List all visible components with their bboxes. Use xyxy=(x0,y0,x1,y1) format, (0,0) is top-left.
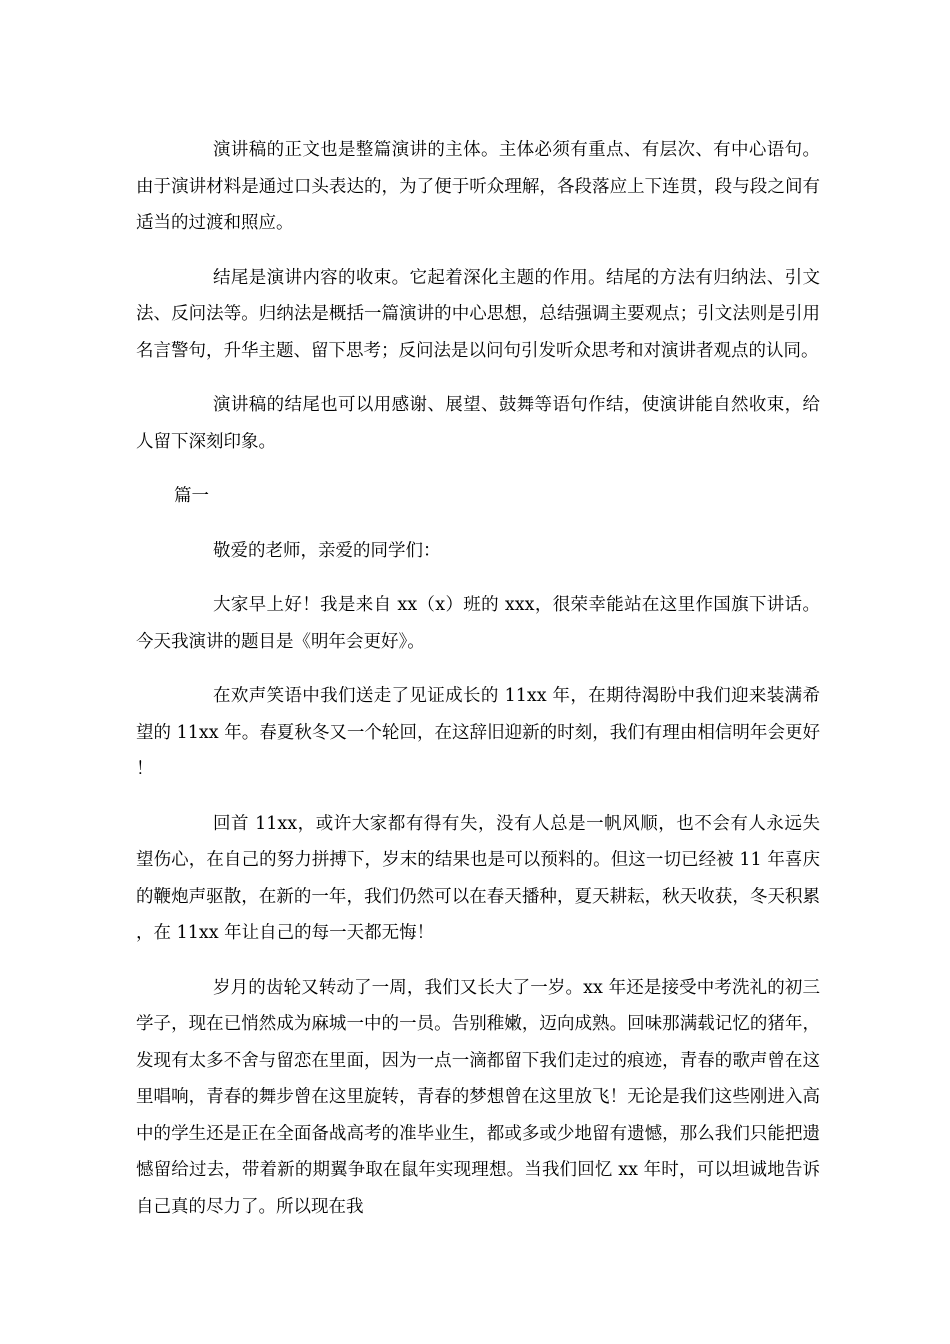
salutation: 敬爱的老师，亲爱的同学们： xyxy=(213,540,441,561)
paragraph-new-year: 在欢声笑语中我们送走了见证成长的 11xx 年，在期待渴盼中我们迎来装满希望的 11xx 年。春夏秋冬又一个轮回，在这辞旧迎新的时刻，我们有理由相信明年会更好！ xyxy=(136,686,820,779)
paragraph-ending-style: 演讲稿的结尾也可以用感谢、展望、鼓舞等语句作结，使演讲能自然收束，给人留下深刻印象。 xyxy=(136,395,820,452)
section-heading: 篇一 xyxy=(174,486,209,506)
paragraph-greeting: 大家早上好！我是来自 xx（x）班的 xxx，很荣幸能站在这里作国旗下讲话。今天我演讲的题目是《明年会更好》。 xyxy=(136,595,820,652)
paragraph-body-structure: 演讲稿的正文也是整篇演讲的主体。主体必须有重点、有层次、有中心语句。由于演讲材料是通过口头表达的，为了便于听众理解，各段落应上下连贯，段与段之间有适当的过渡和照应。 xyxy=(136,140,820,233)
paragraph-growing-up: 岁月的齿轮又转动了一周，我们又长大了一岁。xx 年还是接受中考洗礼的初三学子，现在已悄然成为麻城一中的一员。告别稚嫩，迈向成熟。回味那满载记忆的猪年，发现有太多不舍与留恋在里面，因为一点一滴都留下我们走过的痕迹，青春的歌声曾在这里唱响，青春的舞步曾在这里旋转，青春的梦想曾在这里放飞！无论是我们这些刚进入高中的学生还是正在全面备战高考的准毕业生，都或多或少地留有遗憾，那么我们只能把遗憾留给过去，带着新的期翼争取在鼠年实现理想。当我们回忆 xx 年时，可以坦诚地告诉自己真的尽力了。所以现在我 xyxy=(136,977,820,1217)
paragraph-looking-back: 回首 11xx，或许大家都有得有失，没有人总是一帆风顺，也不会有人永远失望伤心，在自己的努力拼搏下，岁末的结果也是可以预料的。但这一切已经被 11 年喜庆的鞭炮声驱散，在新的一年，我们仍然可以在春天播种，夏天耕耘，秋天收获，冬天积累，在 11xx 年让自己的每一天都无悔！ xyxy=(136,813,820,943)
document-body xyxy=(136,132,820,1225)
paragraph-ending-methods: 结尾是演讲内容的收束。它起着深化主题的作用。结尾的方法有归纳法、引文法、反问法等。归纳法是概括一篇演讲的中心思想，总结强调主要观点；引文法则是引用名言警句，升华主题、留下思考；反问法是以问句引发听众思考和对演讲者观点的认同。 xyxy=(136,267,820,361)
